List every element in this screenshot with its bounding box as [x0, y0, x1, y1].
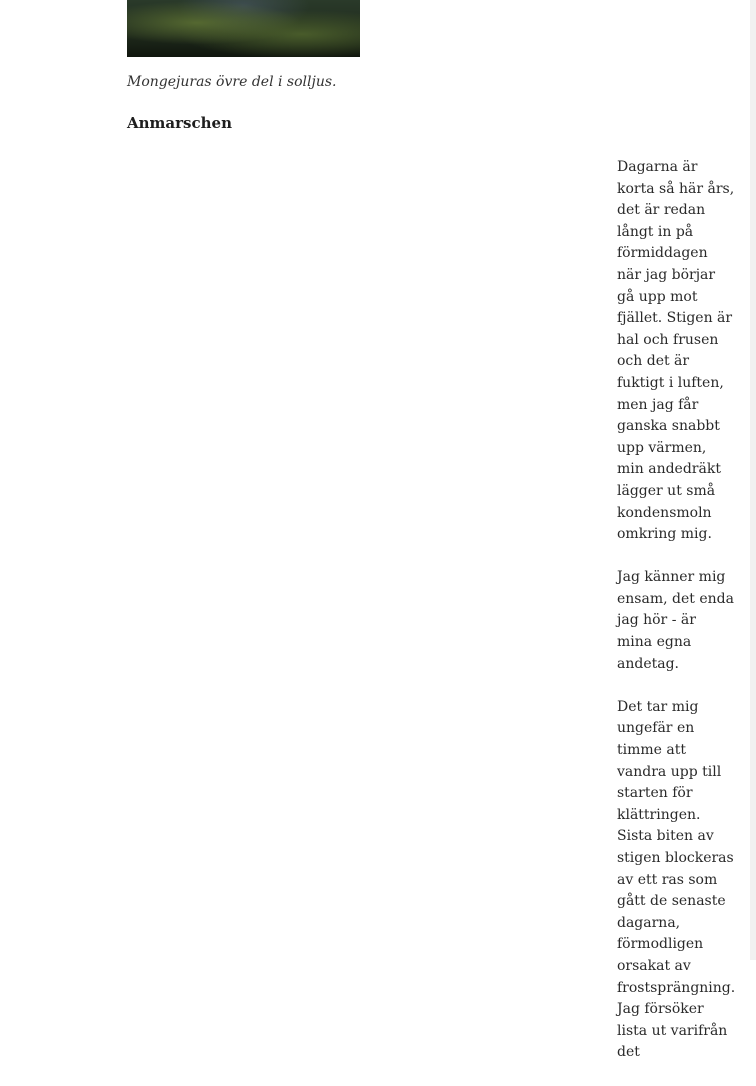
article-photo — [127, 0, 360, 57]
page-scrollbar[interactable] — [750, 0, 756, 960]
paragraph: Det tar mig ungefär en timme att vandra upp till starten för klättringen. Sista biten av stigen blockeras av ett ras som gått de senaste dagarna, förmodligen orsakat av frostsprängning. Jag försöker lista ut varifrån det — [617, 698, 736, 1061]
article-body — [617, 157, 735, 1086]
paragraph: Jag känner mig ensam, det enda jag hör - är mina egna andetag. — [617, 569, 734, 672]
section-heading: Anmarschen — [127, 114, 232, 132]
paragraph: Dagarna är korta så här års, det är redan långt in på förmiddagen när jag börjar gå upp mot fjället. Stigen är hal och frusen och det är fuktigt i luften, men jag får ganska snabbt upp värmen, min andedräkt lägger ut små kondensmoln omkring mig. — [617, 159, 735, 543]
photo-caption: Mongejuras övre del i solljus. — [127, 74, 337, 90]
